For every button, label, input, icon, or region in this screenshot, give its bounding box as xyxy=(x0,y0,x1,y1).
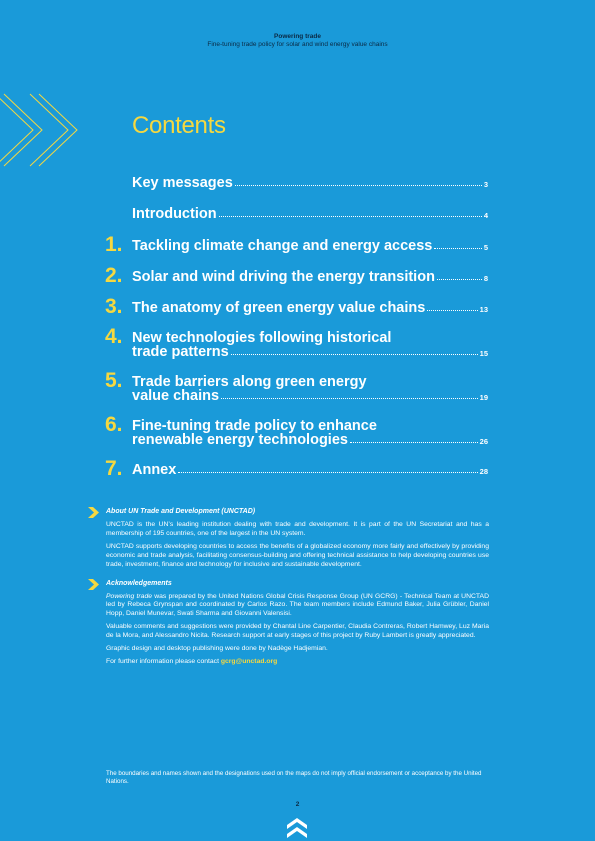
toc-page: 13 xyxy=(479,305,488,314)
toc-title-line2: trade patterns xyxy=(132,344,229,360)
toc-title: Solar and wind driving the energy transition xyxy=(132,269,435,285)
toc-page: 15 xyxy=(479,349,488,358)
double-chevron-up-icon xyxy=(287,818,307,840)
contact-email-link[interactable]: gcrg@unctad.org xyxy=(220,657,278,665)
toc-page: 19 xyxy=(479,393,488,402)
dot-leader xyxy=(221,398,478,399)
chevron-right-icon xyxy=(88,579,99,590)
ack-paragraph-1 xyxy=(106,593,489,620)
chapter-number: 5. xyxy=(105,369,123,392)
about-paragraph-2: UNCTAD supports developing countries to access the benefits of a globalized economy more fairly and effectively by providing economic and trade analysis, facilitating consensus-building and offering technical assistance to help developing countries use trade, investment, finance and technology for inclusive and sustainable development. xyxy=(106,542,489,568)
dot-leader xyxy=(231,354,478,355)
about-heading xyxy=(106,508,489,515)
about-heading-text: About UN Trade and Development (UNCTAD) xyxy=(106,508,256,515)
acknowledgements-heading-text: Acknowledgements xyxy=(106,579,172,587)
toc-title-line2: value chains xyxy=(132,388,220,404)
dot-leader xyxy=(178,472,477,473)
ack-paragraph-3: Graphic design and desktop publishing were done by Nadège Hadjemian. xyxy=(106,645,328,653)
page-header xyxy=(0,33,595,49)
toc-page: 26 xyxy=(479,437,488,446)
double-chevron-icon xyxy=(0,90,110,170)
dot-leader xyxy=(427,310,477,311)
header-subtitle: Fine-tuning trade policy for solar and wind energy value chains xyxy=(207,41,388,48)
chapter-number: 1. xyxy=(105,233,123,256)
chapter-number: 2. xyxy=(105,264,123,287)
toc-title: Trade barriers along green energy xyxy=(132,374,367,390)
dot-leader xyxy=(350,442,478,443)
header-title: Powering trade xyxy=(274,33,321,40)
dot-leader xyxy=(434,248,481,249)
chapter-number: 6. xyxy=(105,413,123,436)
toc-title: Key messages xyxy=(132,175,233,191)
toc-title: Fine-tuning trade policy to enhance xyxy=(132,418,377,434)
toc-title: New technologies following historical xyxy=(132,330,392,346)
ack-paragraph-1-text: was prepared by the United Nations Global Crisis Response Group (UN GCRG) - Technical Team at UNCTAD led by Rebeca Grynspan and coordinated by Carlos Razo. The team members include Edmund Baker, Julia Grübler, Daniel Hopp, Daniel Munevar, Swati Sharma and Giovanni Valensisi. xyxy=(106,592,490,618)
dot-leader xyxy=(219,216,482,217)
toc-page: 3 xyxy=(483,180,488,189)
chapter-number: 7. xyxy=(105,457,123,480)
chapter-number: 4. xyxy=(105,325,123,348)
ack-paragraph-2: Valuable comments and suggestions were provided by Chantal Line Carpentier, Claudia Contreras, Robert Hamwey, Luz Maria de la Mora, and Alessandro Nicita. Research support at early stages of this project by Ruby Lambert is greatly appreciated. xyxy=(106,623,489,640)
toc-page: 4 xyxy=(483,211,488,220)
about-paragraph-1: UNCTAD is the UN’s leading institution dealing with trade and development. It is part of the UN Secretariat and has a membership of 195 countries, one of the largest in the UN system. xyxy=(106,521,489,537)
toc-title: The anatomy of green energy value chains xyxy=(132,300,426,316)
chevron-right-icon xyxy=(88,507,99,518)
chapter-number: 3. xyxy=(105,295,123,318)
contents-heading: Contents xyxy=(132,112,226,139)
acknowledgements-heading xyxy=(106,580,489,587)
toc-title: Annex xyxy=(132,462,177,478)
toc-title: Tackling climate change and energy access xyxy=(132,238,433,254)
dot-leader xyxy=(235,185,482,186)
disclaimer: The boundaries and names shown and the designations used on the maps do not imply official endorsement or acceptance by the United Nations. xyxy=(106,770,482,785)
contact-prefix: For further information please contact xyxy=(106,657,221,665)
toc-title: Introduction xyxy=(132,206,217,222)
toc-title-line2: renewable energy technologies xyxy=(132,432,348,448)
page-number: 2 xyxy=(295,801,300,808)
info-sections xyxy=(88,508,489,667)
ack-paragraph-4 xyxy=(106,658,489,667)
toc-page: 8 xyxy=(483,274,488,283)
toc-page: 28 xyxy=(479,467,488,476)
dot-leader xyxy=(437,279,482,280)
toc-page: 5 xyxy=(483,243,488,252)
report-title-italic: Powering trade xyxy=(106,592,153,600)
